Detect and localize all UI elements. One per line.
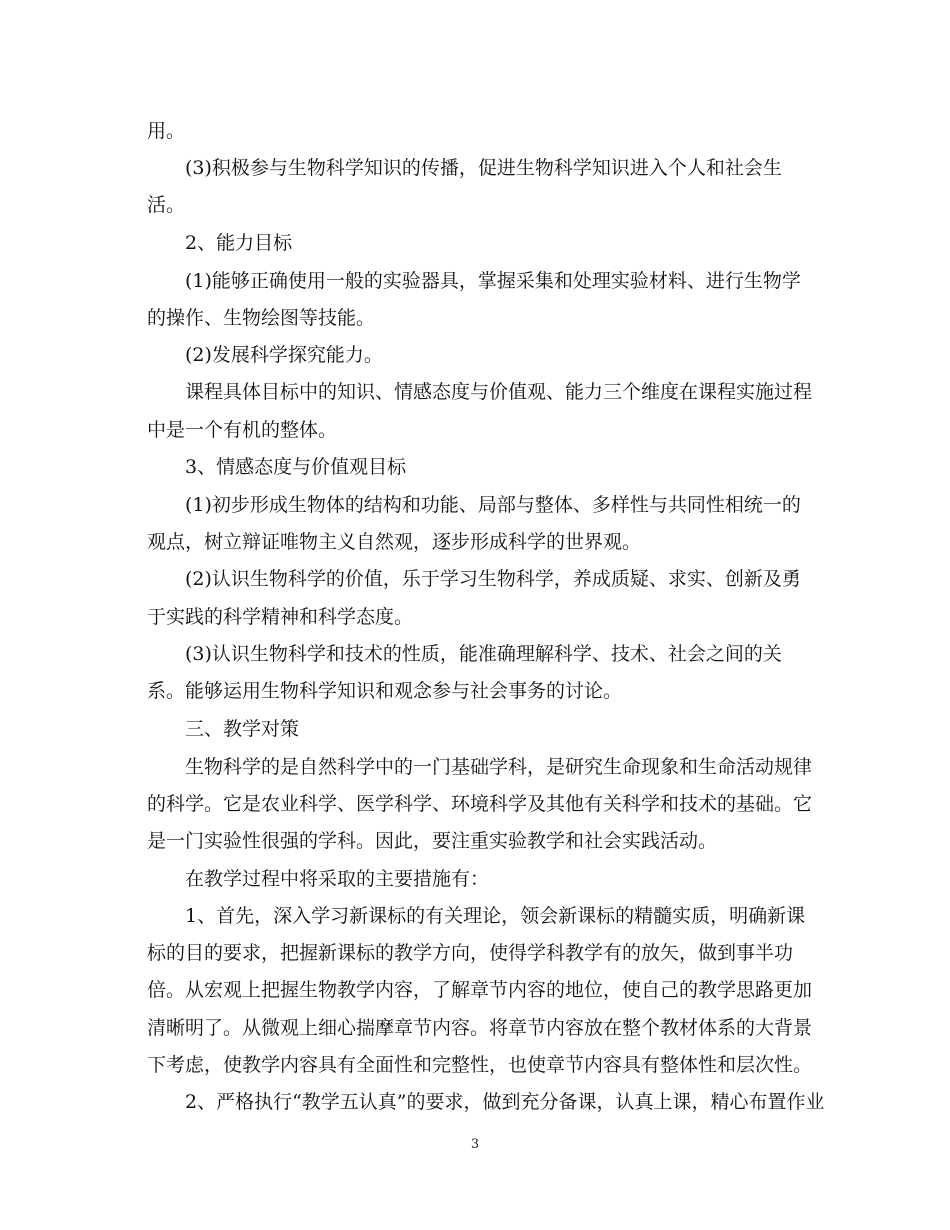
text-line: 标的目的要求，把握新课标的教学方向，使得学科教学有的放矢，做到事半功: [147, 942, 794, 964]
text-line: (2)发展科学探究能力。: [185, 344, 383, 366]
text-line: 下考虑，使教学内容具有全面性和完整性，也使章节内容具有整体性和层次性。: [147, 1054, 813, 1076]
text-line: 课程具体目标中的知识、情感态度与价值观、能力三个维度在课程实施过程: [185, 381, 813, 403]
text-line: 于实践的科学精神和科学态度。: [147, 606, 414, 628]
text-line: 的操作、生物绘图等技能。: [147, 307, 376, 329]
text-line: (1)能够正确使用一般的实验器具，掌握采集和处理实验材料、进行生物学: [185, 270, 801, 292]
text-line: 在教学过程中将采取的主要措施有：: [185, 868, 490, 890]
text-line: 1、首先，深入学习新课标的有关理论，领会新课标的精髓实质，明确新课: [185, 905, 806, 927]
text-line: 用。: [147, 120, 186, 142]
text-line: (3)积极参与生物科学知识的传播，促进生物科学知识进入个人和社会生: [185, 157, 782, 179]
text-line: 系。能够运用生物科学知识和观念参与社会事务的讨论。: [147, 680, 623, 702]
text-line: (1)初步形成生物体的结构和功能、局部与整体、多样性与共同性相统一的: [185, 494, 801, 516]
section-heading: 3、情感态度与价值观目标: [185, 456, 407, 478]
text-line: (3)认识生物科学和技术的性质，能准确理解科学、技术、社会之间的关: [185, 643, 782, 665]
section-heading: 三、教学对策: [185, 718, 300, 740]
text-line: 活。: [147, 194, 186, 216]
text-line: 是一门实验性很强的学科。因此，要注重实验教学和社会实践活动。: [147, 830, 718, 852]
text-line: 2、严格执行“教学五认真”的要求，做到充分备课，认真上课，精心布置作业: [185, 1091, 825, 1113]
text-line: 的科学。它是农业科学、医学科学、环境科学及其他有关科学和技术的基础。它: [147, 793, 813, 815]
text-line: 清晰明了。从微观上细心揣摩章节内容。将章节内容放在整个教材体系的大背景: [147, 1017, 813, 1039]
text-line: 生物科学的是自然科学中的一门基础学科，是研究生命现象和生命活动规律: [185, 756, 813, 778]
section-heading: 2、能力目标: [185, 232, 293, 254]
page-number: 3: [470, 1137, 480, 1152]
text-line: 倍。从宏观上把握生物教学内容，了解章节内容的地位，使自己的教学思路更加: [147, 979, 813, 1001]
text-line: 观点，树立辩证唯物主义自然观，逐步形成科学的世界观。: [147, 531, 642, 553]
text-line: (2)认识生物科学的价值，乐于学习生物科学，养成质疑、求实、创新及勇: [185, 568, 801, 590]
text-line: 中是一个有机的整体。: [147, 419, 338, 441]
